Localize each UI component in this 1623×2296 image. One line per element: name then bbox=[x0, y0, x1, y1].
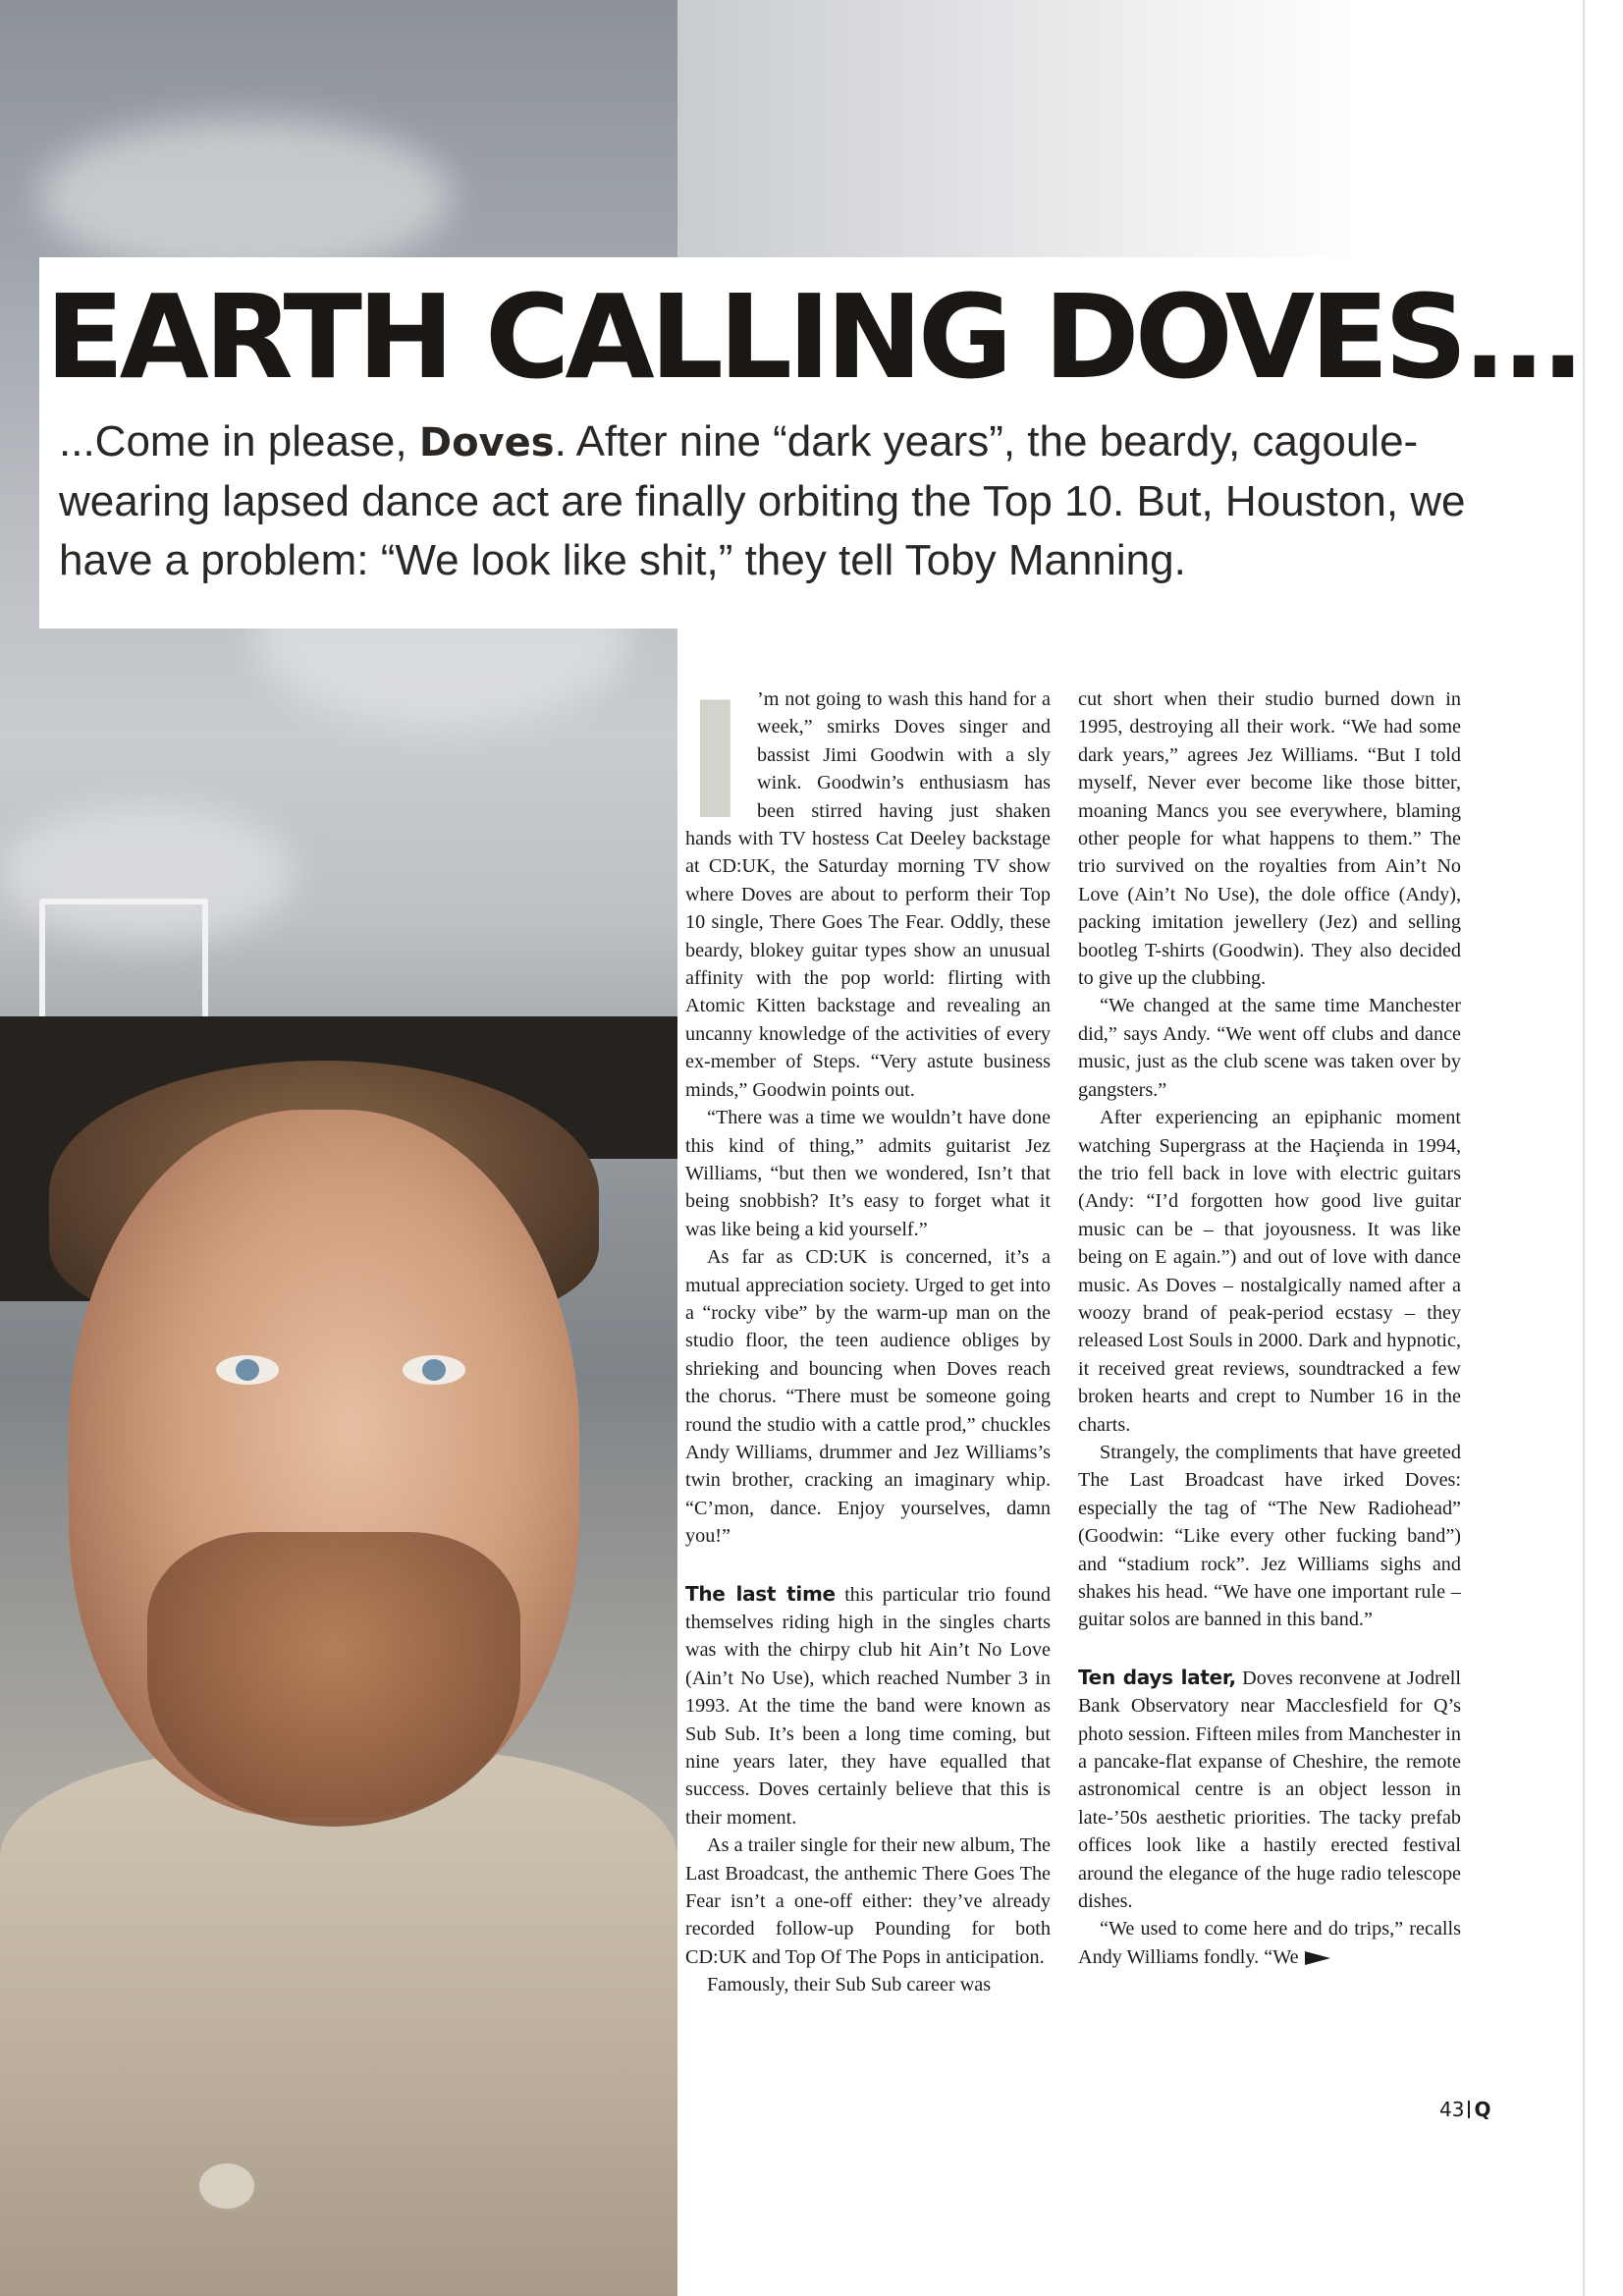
paragraph: Strangely, the compliments that have greeted The Last Broadcast have irked Doves: especially the tag of “The New Radiohead” (Goodwin: “Like every other fucking band”) and “stadium rock”. Jez Williams sighs and shakes his head. “We have one important rule – guitar solos are banned in this band.” bbox=[1078, 1441, 1461, 1631]
page-number: 43 bbox=[1439, 2098, 1465, 2121]
paragraph-text: “We used to come here and do trips,” recalls Andy Williams fondly. “We bbox=[1078, 1918, 1461, 1968]
paragraph: Famously, their Sub Sub career was bbox=[707, 1974, 992, 1996]
right-eye bbox=[403, 1355, 465, 1385]
paragraph: After experiencing an epiphanic moment watching Supergrass at the Haçienda in 1994, the trio fell back in love with electric guitars (Andy: “I’d forgotten how good live guitar music can be – that joyousness. It was like being on E again.”) and out of love with dance music. As Doves – nostalgically named after a woozy brand of peak-period ecstasy – they released Lost Souls in 2000. Dark and hypnotic, it received great reviews, soundtracked a few broken hearts and crept to Number 16 in the charts. bbox=[1078, 1107, 1461, 1436]
left-eye bbox=[216, 1355, 279, 1385]
beard bbox=[147, 1532, 520, 1827]
body-column-1 bbox=[685, 668, 1051, 1999]
run-in-heading: Ten days later, bbox=[1078, 1665, 1236, 1689]
standfirst-intro: ...Come in please, bbox=[59, 417, 407, 465]
paragraph-text: ’m not going to wash this hand for a week,” smirks Doves singer and bassist Jimi Goodwin with a sly wink. Goodwin’s enthusiasm has been stirred having just shaken hands with TV hostess Cat Deeley backstage at CD:UK, the Saturday morning TV show where Doves are about to perform their Top 10 single, There Goes The Fear. Oddly, these beardy, blokey guitar types show an unusual affinity with the pop world: flirting with Atomic Kitten backstage and revealing an uncanny knowledge of the activities of every ex-member of Steps. “Very astute business minds,” Goodwin points out. bbox=[685, 688, 1051, 1101]
magazine-logo: Q bbox=[1474, 2098, 1491, 2121]
paragraph: As far as CD:UK is concerned, it’s a mutual appreciation society. Urged to get into a “rocky vibe” by the warm-up man on the studio floor, the teen audience obliges by shrieking and bouncing when Doves reach the chorus. “There must be someone going round the studio with a cattle prod,” chuckles Andy Williams, drummer and Jez Williams’s twin brother, cracking an imaginary whip. “C’mon, dance. Enjoy yourselves, damn you!” bbox=[685, 1246, 1051, 1548]
body-column-2 bbox=[1078, 685, 1461, 1971]
run-in-heading: The last time bbox=[685, 1581, 836, 1606]
paragraph bbox=[1078, 1915, 1461, 1971]
drop-cap: I bbox=[685, 668, 746, 855]
standfirst bbox=[59, 412, 1532, 590]
sky-extension bbox=[677, 0, 1583, 265]
paragraph: As a trailer single for their new album, The Last Broadcast, the anthemic There Goes The Fear isn’t a one-off either: they’ve already recorded follow-up Pounding for both CD:UK and Top Of The Pops in anticipation. bbox=[685, 1834, 1051, 1968]
paragraph: “There was a time we wouldn’t have done this kind of thing,” admits guitarist Jez Williams, “but then we wondered, Isn’t that being snobbish? It’s easy to forget what it was like being a kid yourself.” bbox=[685, 1107, 1051, 1240]
headline: EARTH CALLING DOVES... bbox=[45, 269, 1581, 405]
continue-arrow-icon bbox=[1305, 1951, 1330, 1965]
paragraph bbox=[685, 668, 1051, 1104]
paragraph bbox=[685, 1580, 1051, 1832]
paragraph: “We changed at the same time Manchester did,” says Andy. “We went off clubs and dance music, just as the club scene was taken over by gangsters.” bbox=[1078, 995, 1461, 1101]
standfirst-text: . After nine “dark years”, the beardy, cagoule-wearing lapsed dance act are finally orbiting the Top 10. But, Houston, we have a problem: “We look like shit,” they tell Toby Manning. bbox=[59, 417, 1466, 584]
jacket bbox=[0, 1748, 677, 2296]
page-edge bbox=[1583, 0, 1623, 2296]
standfirst-band-name: Doves bbox=[418, 420, 555, 465]
paragraph-text: Doves reconvene at Jodrell Bank Observatory near Macclesfield for Q’s photo session. Fifteen miles from Manchester in a pancake-flat expanse of Cheshire, the remote astronomical centre is an object lesson in late-’50s aesthetic priorities. The tacky prefab offices look like a hastily erected festival around the elegance of the huge radio telescope dishes. bbox=[1078, 1667, 1461, 1913]
paragraph: cut short when their studio burned down in 1995, destroying all their work. “We had some dark years,” agrees Jez Williams. “But I told myself, Never ever become like those bitter, moaning Mancs you see everywhere, blaming other people for what happens to them.” The trio survived on the royalties from Ain’t No Love (Ain’t No Use), the dole office (Andy), packing imitation jewellery (Jez) and selling bootleg T-shirts (Goodwin). They also decided to give up the clubbing. bbox=[1078, 688, 1461, 990]
paragraph-text: this particular trio found themselves riding high in the singles charts was with the chirpy club hit Ain’t No Love (Ain’t No Use), which reached Number 3 in 1993. At the time the band were known as Sub Sub. It’s been a long time coming, but nine years later, they have equalled that success. Doves certainly believe that this is their moment. bbox=[685, 1583, 1051, 1829]
folio bbox=[1439, 2098, 1490, 2121]
jacket-button bbox=[196, 2160, 257, 2212]
folio-divider bbox=[1468, 2101, 1470, 2118]
paragraph bbox=[1078, 1664, 1461, 1916]
